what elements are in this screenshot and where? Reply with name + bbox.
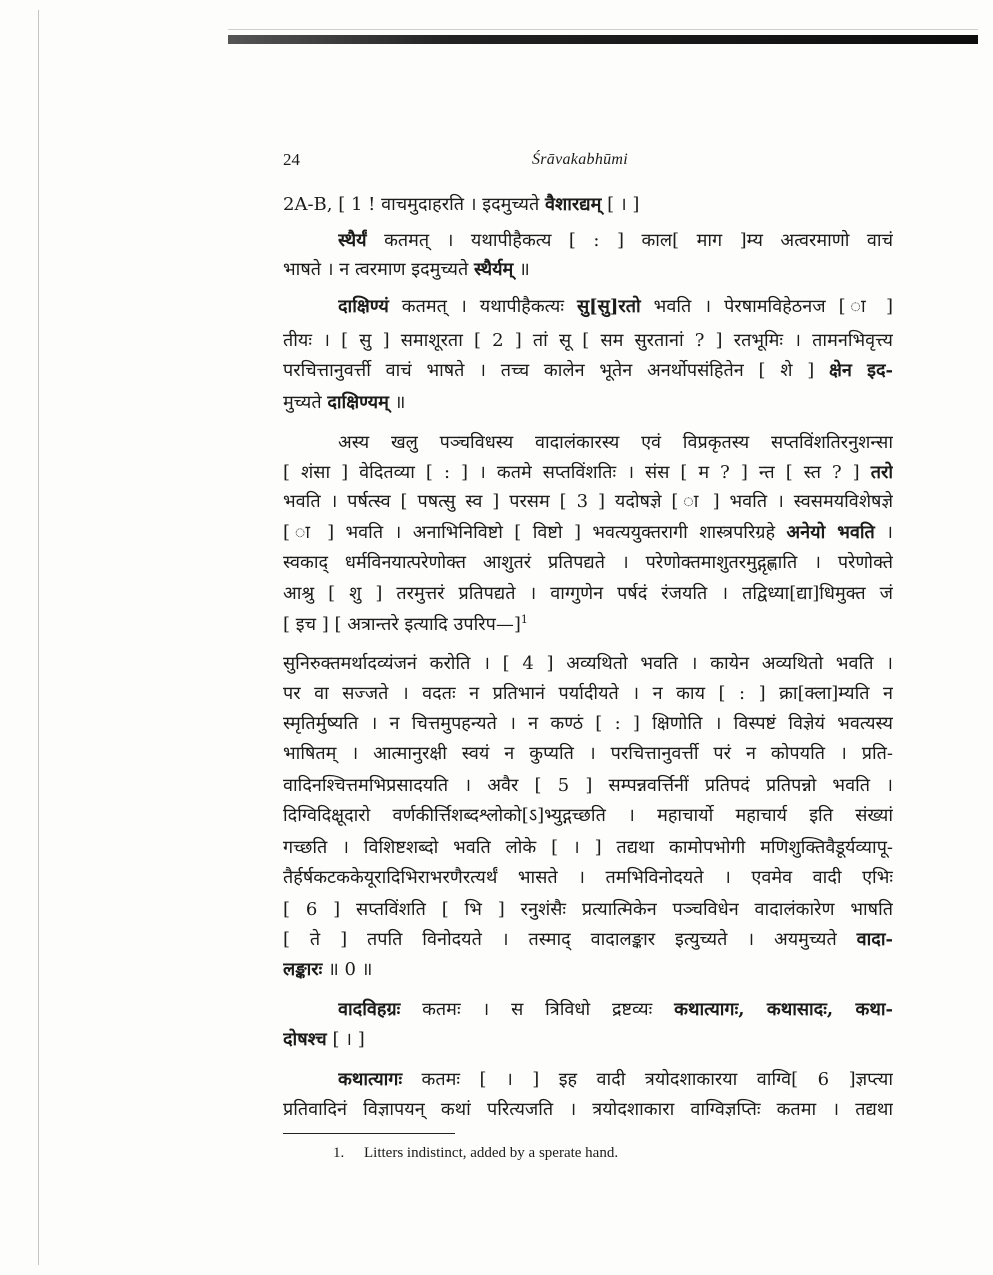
text-run: सुनिरुक्तमर्थादव्यंजनं करोति । [ 4 ] अव्यथितो भवति । कायेन अव्यथितो भवति । [283,653,893,674]
text-run: स्मृतिर्मुष्यति । न चित्तमुपहन्यते । न कण्ठं [ : ] क्षिणोति । विस्पष्टं विज्ञेयं भवत्यस्य [283,713,893,734]
bold-term: कथात्यागः, कथासादः, कथा- [674,999,893,1020]
text-run: मुच्यते [283,392,328,413]
text-run: कतमः । स त्रिविधो द्रष्टव्यः [400,999,675,1020]
text-line [283,326,893,356]
text-run: कतमः [ । ] इह वादी त्रयोदशाकारया वाग्वि[ 6 ]ज्ञप्त्या [402,1069,893,1090]
text-line [283,356,893,386]
bold-term: दोषश्च [283,1029,327,1050]
text-line [283,458,893,488]
text-run: तीयः । [ सु ] समाशूरता [ 2 ] तां सू [ सम सुरतानां ? ] रतभूमिः । तामनभिवृत्त्य [283,330,893,351]
text-line [283,679,893,709]
text-line [338,292,893,322]
text-run: वादिनश्चित्तमभिप्रसादयति । अवैर [ 5 ] सम्पन्नवर्त्तिनीं प्रतिपदं प्रतिपन्नो भवति । [283,775,893,796]
bold-term: दाक्षिण्यम् [327,392,389,413]
text-run: कतमत् । यथापीहैकत्यः [388,296,577,317]
text-line [338,428,893,458]
text-line [283,925,893,955]
text-line [283,1095,893,1125]
text-run: [ । ] [326,1029,365,1050]
footnote-rule [283,1133,455,1134]
text-line [338,1065,893,1095]
text-line [283,895,893,925]
bold-term: सु[सु]रतो [576,296,641,317]
bold-term: दाक्षिण्यं [338,296,389,317]
text-line [283,610,893,640]
bold-term: तरो [870,462,893,483]
text-run: [ इच ] [ अत्रान्तरे इत्यादि उपरिप—] [283,614,521,635]
text-run: भाषितम् । आत्मानुरक्षी स्वयं न कुप्यति । परचित्तानुवर्त्ती परं न कोपयति । प्रति- [283,743,893,764]
text-line [283,1025,893,1055]
footnote-text: Litters indistinct, added by a sperate hand. [364,1145,619,1161]
footnote-reference: 1 [520,613,528,626]
text-run: तैर्हर्षकटककेयूरादिभिराभरणैरत्यर्थं भासते । तमभिविनोदयते । एवमेव वादी एभिः [283,867,893,888]
bold-term: वादा- [856,929,893,950]
text-line [283,801,893,831]
text-line [283,388,893,418]
text-run: दिग्विदिक्षूदारो वर्णकीर्त्तिशब्दश्लोको[ऽ]भ्युद्गच्छति । महाचार्यो महाचार्य इति संख्यां [283,805,893,826]
bold-term: वादविहग्रः [338,999,401,1020]
text-line [283,255,893,285]
bold-term: क्षेन इद- [828,360,893,381]
text-line [283,190,893,220]
text-line [283,548,893,578]
text-line [283,863,893,893]
text-line [283,771,893,801]
page-edge-shadow [38,10,39,1265]
top-hairline [228,29,978,30]
text-line [283,518,893,548]
bold-term: स्थैर्यम् [473,259,514,280]
running-title: Śrāvakabhūmi [531,151,629,168]
text-line [338,995,893,1025]
text-run: । [874,522,893,543]
bold-term: स्थैर्यं [338,230,367,251]
text-run: स्वकाद् धर्मविनयात्परेणोक्त आशुतरं प्रतिपद्यते । परेणोक्तमाशुतरमुद्गृह्णाति । परेणोक्ते [283,552,893,573]
text-line [283,487,893,517]
footnote-marker: 1. [333,1145,345,1161]
text-run: [ । ] [601,194,640,215]
text-run: ॥ [513,259,530,280]
text-line [283,649,893,679]
text-run: परचित्तानुवर्त्ती वाचं भाषते । तच्च कालेन भूतेन अनर्थोपसंहितेन [ शे ] [283,360,829,381]
text-line [283,833,893,863]
bold-term: वैशारद्यम् [544,194,602,215]
text-run: [ ा ] भवति । अनाभिनिविष्टो [ विष्टो ] भवत्ययुक्तरागी शास्त्रपरिग्रहे [283,522,787,543]
text-run: [ 6 ] सप्तविंशति [ भि ] रनुशंसैः प्रत्यात्मिकेन पञ्चविधेन वादालंकारेण भाषति [283,899,893,920]
text-run: कतमत् । यथापीहैकत्य [ : ] काल[ माग ]म्य अत्वरमाणो वाचं [366,230,893,251]
text-run: [ शंसा ] वेदितव्या [ : ] । कतमे सप्तविंशतिः । संस [ म ? ] न्त [ स्त ? ] [283,462,871,483]
bold-term: लङ्कारः [283,959,323,980]
text-run: पर वा सज्जते । वदतः न प्रतिभानं पर्यादीयते । न काय [ : ] क्रा[क्ला]म्यति न [283,683,893,704]
text-run: प्रतिवादिनं विज्ञापयन् कथां परित्यजति । त्रयोदशाकारा वाग्विज्ञप्तिः कतमा । तद्यथा [283,1099,893,1120]
page-number: 24 [283,150,300,169]
text-run: ॥ 0 ॥ [322,959,373,980]
text-line [338,226,893,256]
text-line [283,709,893,739]
text-run: आश्रु [ शु ] तरमुत्तरं प्रतिपद्यते । वाग्गुणेन पर्षदं रंजयति । तद्विध्या[द्या]धिमुक्त जं [283,583,893,604]
text-run: भाषते । न त्वरमाण इदमुच्यते [283,259,474,280]
bold-term: कथात्यागः [338,1069,403,1090]
top-border-bar [228,35,978,44]
text-run: गच्छति । विशिष्टशब्दो भवति लोके [ । ] तद्यथा कामोपभोगी मणिशुक्तिवैडूर्यव्यापू- [283,837,893,858]
text-line [283,955,893,985]
text-run: [ ते ] तपति विनोदयते । तस्माद् वादालङ्कार इत्युच्यते । अयमुच्यते [283,929,857,950]
text-run: भवति । पेरषामविहेठनज [ ा ] [640,296,893,317]
text-line [283,579,893,609]
text-run: 2A-B, [ 1 ! वाचमुदाहरति । इदमुच्यते [283,194,545,215]
text-line [283,739,893,769]
text-run: अस्य खलु पञ्चविधस्य वादालंकारस्य एवं विप्रकृतस्य सप्तविंशतिरनुशन्सा [338,432,893,453]
text-run: ॥ [388,392,406,413]
bold-term: अनेयो भवति [786,522,875,543]
text-run: भवति । पर्षत्स्व [ पषत्सु स्व ] परसम [ 3 ] यदोषज्ञे [ ा ] भवति । स्वसमयविशेषज्ञे [283,491,893,512]
